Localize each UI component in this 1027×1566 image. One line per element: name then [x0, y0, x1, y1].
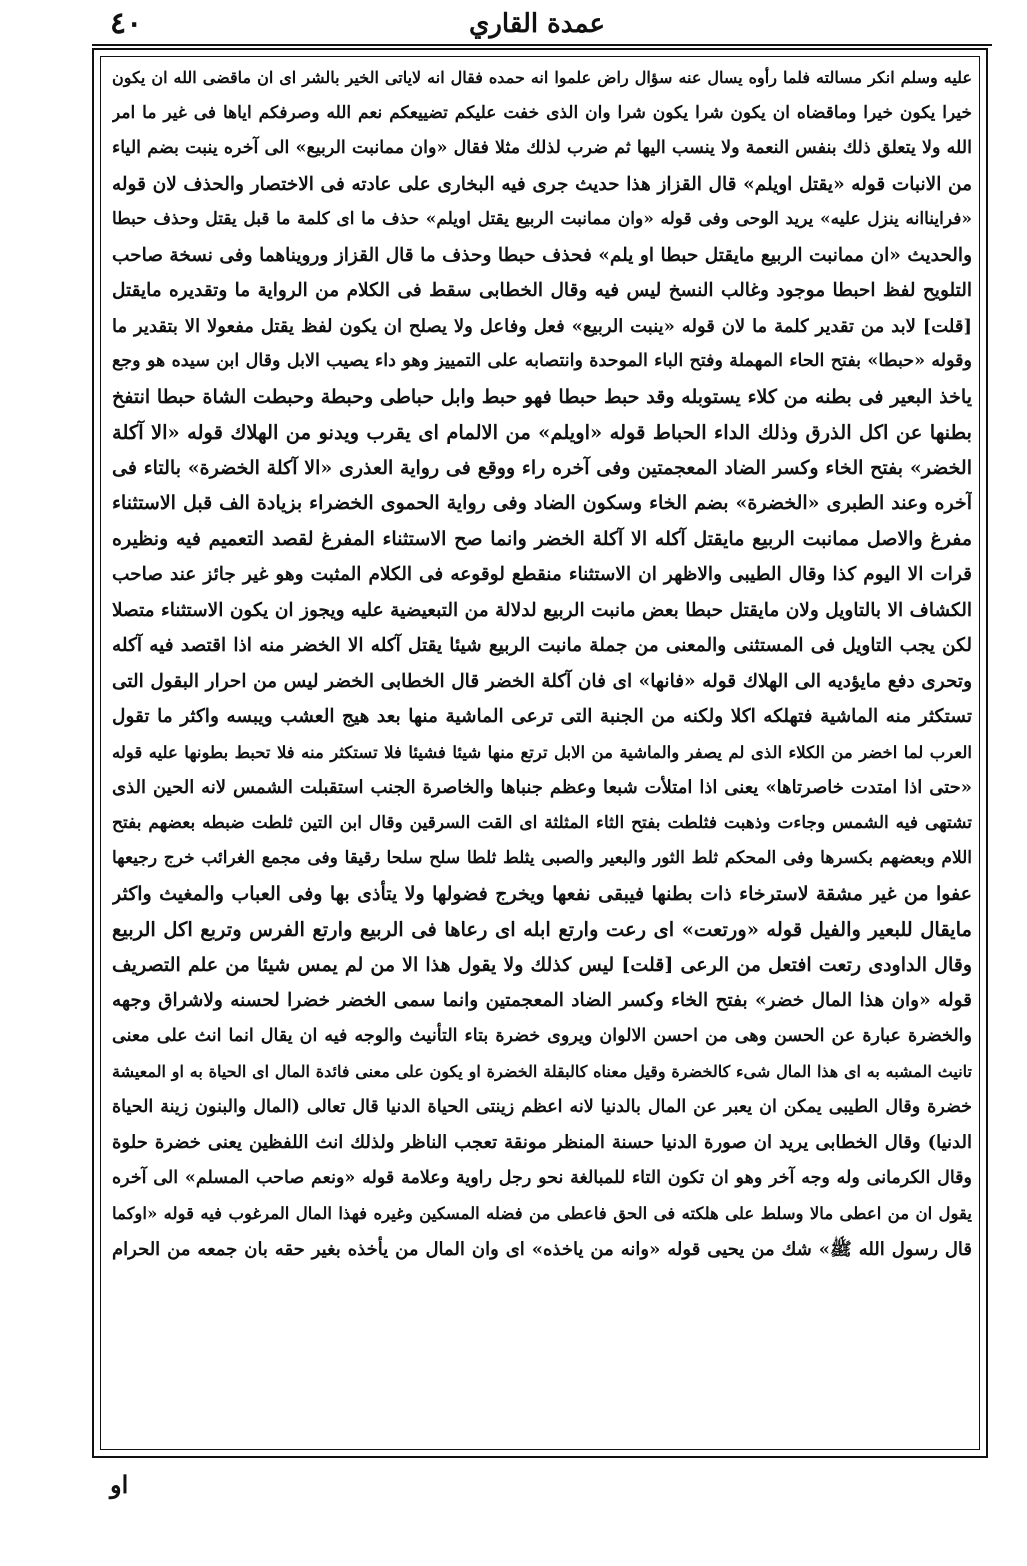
- text-line: مايقال للبعير والفيل قوله «ورتعت» اى رعت وارتع ابله اى رعاها فى الربيع وارتع الفرس وتربع اكل الربيع: [112, 918, 972, 941]
- text-line: تستكثر منه الماشية فتهلكه اكلا ولكنه من الجنبة التى ترعى الماشية منها بعد هيج العشب ويبسه واكثر ما تقول: [112, 706, 972, 727]
- text-line: يقول ان من اعطى مالا وسلط على هلكته فى الحق فاعطى من فضله المسكين وغيره فهذا المال المرغوب فيه قوله «اوكما: [112, 1204, 972, 1223]
- text-line: وقال الكرمانى وله وجه آخر وهو ان تكون التاء للمبالغة نحو رجل راوية وعلامة قوله «ونعم صاحب المسلم» الى آخره: [112, 1167, 972, 1188]
- text-line: العرب لما اخضر من الكلاء الذى لم يصفر والماشية من الابل ترتع منها شيئا فشيئا فلا تستكثر منه فلا تحبط بطونها عليه قوله: [112, 742, 972, 762]
- text-line: [قلت] لابد من تقدير كلمة ما لان قوله «ينبت الربيع» فعل وفاعل ولا يصلح ان يكون لفظ يقتل مفعولا الا بتقدير ما: [112, 315, 972, 337]
- text-line: الخضر» بفتح الخاء وكسر الضاد المعجمتين وفى آخره راء ووقع فى رواية العذرى «الا آكلة الخضرة» بالتاء فى: [112, 456, 972, 479]
- text-line: عليه وسلم انكر مسالته فلما رأوه يسال عنه سؤال راض علموا انه حمده فقال انه لاياتى الخير بالشر اى ان ماقضى الله ان يكون: [112, 68, 972, 87]
- text-line: من الانبات قوله «يقتل اويلم» قال القزاز هذا حديث جرى فيه البخارى على عادته فى الاختصار والحذف لان قوله: [112, 173, 972, 195]
- text-frame: [92, 48, 988, 1458]
- text-line: خيرا يكون خيرا وماقضاه ان يكون شرا يكون شرا وان الذى خفت عليكم تضييعكم نعم الله وصرفكم اياها فى غير ما امر: [112, 102, 972, 123]
- page-header: [92, 6, 982, 42]
- text-line: اللام وبعضهم بكسرها وفى المحكم ثلط الثور والبعير والصبى يثلط ثلطا سلح سلحا رقيقا وفى مجمع الغرائب خرج رجيعها: [112, 848, 972, 868]
- text-line: وقوله «حبطا» بفتح الحاء المهملة وفتح الباء الموحدة وانتصابه على التمييز وهو داء يصيب الابل وقال ابن سيده هو وجع: [112, 351, 972, 371]
- text-line: والخضرة عبارة عن الحسن وهى من احسن الالوان ويروى خضرة بتاء التأنيث والوجه فيه ان يقال انما انث على معنى: [112, 1025, 972, 1046]
- text-line: قرات الا اليوم كذا وقال الطيبى والاظهر ان الاستثناء منقطع لوقوعه فى الكلام المثبت وهو غير جائز عند صاحب: [112, 564, 972, 585]
- text-line: خضرة وقال الطيبى يمكن ان يعبر عن المال بالدنيا لانه اعظم زينتى الحياة الدنيا قال تعالى (المال والبنون زينة الحياة: [112, 1096, 972, 1117]
- text-line: الله ولا يتعلق ذلك بنفس النعمة ولا ينسب اليها ثم ضرب لذلك مثلا فقال «وان ممانبت الربيع» الى آخره ينبت بضم الياء: [112, 138, 972, 158]
- main-text: [112, 60, 972, 1267]
- text-line: لكن يجب التاويل فى المستثنى والمعنى من جملة مانبت الربيع شيئا يقتل آكله الا الخضر منه اذا اقتصد فيه آكله: [112, 635, 972, 656]
- running-title: عمدة القاري: [469, 9, 605, 39]
- text-line: ياخذ البعير فى بطنه من كلاء يستوبله وقد حبط حبطا فهو حبط وابل حباطى وحبطة وحبطت الشاة حبطا انتفخ: [112, 385, 972, 408]
- text-line: قال رسول الله ﷺ» شك من يحيى قوله «وانه من ياخذه» اى وان المال من يأخذه بغير حقه بان جمعه من الحرام: [112, 1238, 972, 1260]
- text-line: الكشاف الا بالتاويل ولان مايقتل حبطا بعض مانبت الربيع لدلالة من التبعيضية عليه ويجوز ان يكون الاستثناء متصلا: [112, 599, 972, 621]
- header-rule: [92, 44, 992, 46]
- text-line: «حتى اذا امتدت خاصرتاها» يعنى اذا امتلأت شبعا وعظم جنباها والخاصرة الجنب استقبلت الشمس لانه الحين الذى: [112, 777, 972, 798]
- text-line: وقال الداودى رتعت افتعل من الرعى [قلت] ليس كذلك ولا يقول هذا الا من لم يمس شيئا من علم التصريف: [112, 953, 972, 976]
- page-number: ٤٠: [110, 6, 143, 41]
- text-line: مفرغ والاصل ممانبت الربيع مايقتل آكله الا آكلة الخضر وانما صح الاستثناء المفرغ لقصد التعميم فيه ونظيره: [112, 527, 972, 550]
- text-line: التلويح لفظ احبطا موجود وغالب النسخ ليس فيه وقال الخطابى سقط فى الكلام من الرواية ما وتقديره مايقتل: [112, 280, 972, 301]
- text-line: قوله «وان هذا المال خضر» بفتح الخاء وكسر الضاد المعجمتين وانما سمى الخضر خضرا لحسنه ولاشراق وجهه: [112, 990, 972, 1011]
- text-line: والحديث «ان ممانبت الربيع مايقتل حبطا او يلم» فحذف حبطا وحذف ما قال القزاز ورويناهما وفى نسخة صاحب: [112, 244, 972, 266]
- text-line: عفوا من غير مشقة لاسترخاء ذات بطنها فيبقى نفعها ويخرج فضولها ولا يتأذى بها وفى العباب والمغيث واكثر: [112, 882, 972, 905]
- text-line: تشتهى فيه الشمس وجاءت وذهبت فثلطت بفتح الثاء المثلثة اى القت السرقين وقال ابن التين ثلطت ضبطه بعضهم بفتح: [112, 812, 972, 833]
- text-line: وتحرى دفع مايؤديه الى الهلاك قوله «فانها» اى فان آكلة الخضر قال الخطابى الخضر ليس من احرار البقول التى: [112, 670, 972, 692]
- text-line: «فرايناانه ينزل عليه» يريد الوحى وفى قوله «وان ممانبت الربيع يقتل اويلم» حذف ما اى كلمة ما قبل يقتل وحذف حبطا: [112, 209, 972, 229]
- text-line: بطنها عن اكل الذرق وذلك الداء الحباط قوله «اويلم» من الالمام اى يقرب ويدنو من الهلاك قوله «الا آكلة: [112, 421, 972, 444]
- text-line: الدنيا) وقال الخطابى يريد ان صورة الدنيا حسنة المنظر مونقة تعجب الناظر ولذلك انث اللفظين يعنى خضرة حلوة: [112, 1132, 972, 1153]
- text-line: تانيث المشبه به اى هذا المال شىء كالخضرة وقيل معناه كالبقلة الخضرة او يكون على معنى فائدة المال اى الحياة به او المعيشة: [112, 1062, 972, 1081]
- catchword: او: [110, 1470, 129, 1499]
- text-line: آخره وعند الطبرى «الخضرة» بضم الخاء وسكون الضاد وفى رواية الحموى الخضراء بزيادة الف قبل الاستثناء: [112, 492, 972, 514]
